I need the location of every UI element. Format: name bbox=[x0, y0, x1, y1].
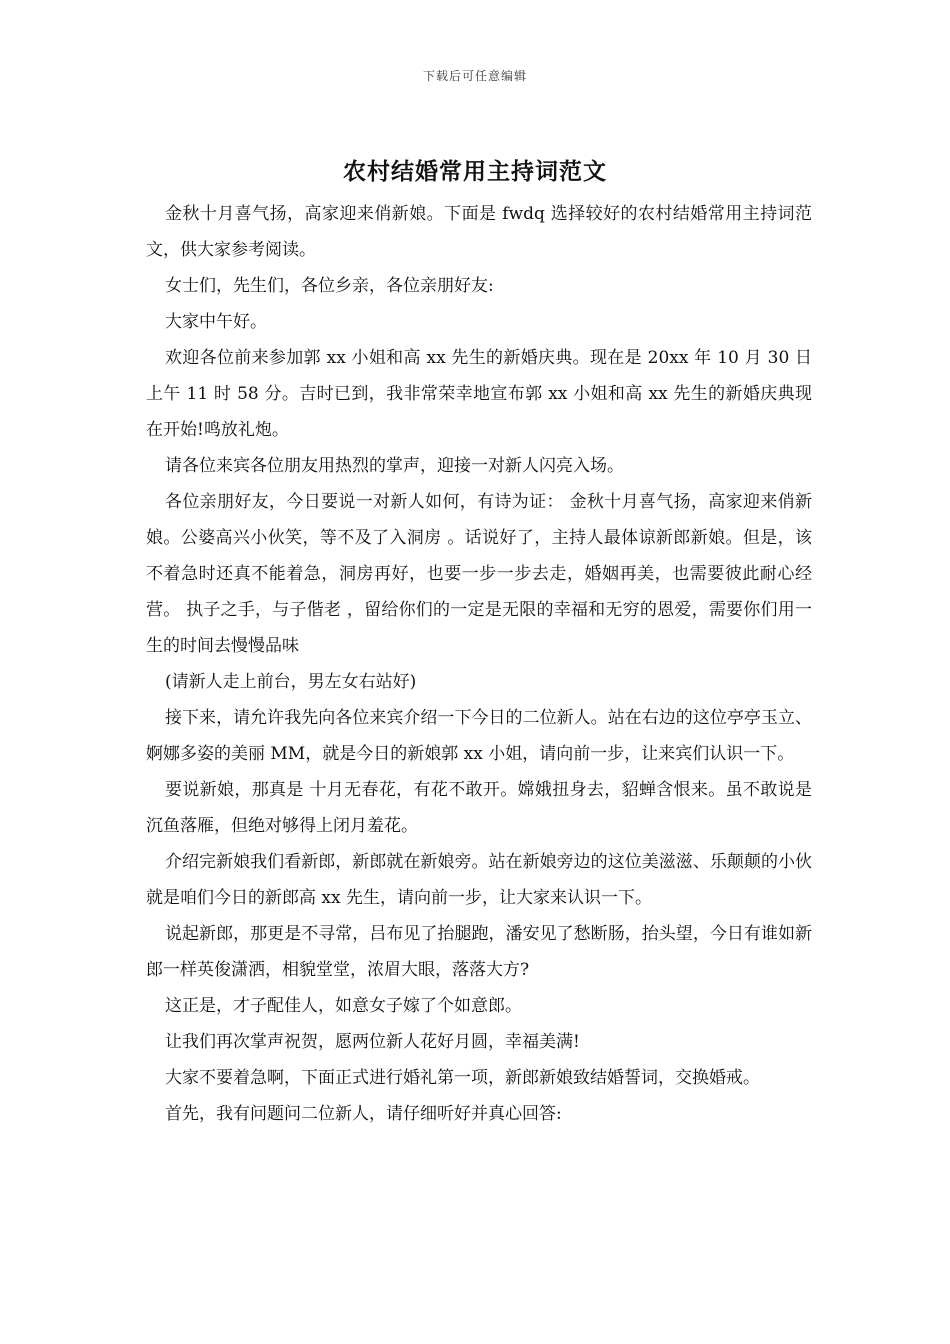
paragraph: 让我们再次掌声祝贺，愿两位新人花好月圆，幸福美满! bbox=[165, 1032, 580, 1052]
paragraph: 请各位来宾各位朋友用热烈的掌声，迎接一对新人闪亮入场。 bbox=[165, 456, 624, 476]
paragraph: 欢迎各位前来参加郭 xx 小姐和高 xx 先生的新婚庆典。现在是 20xx 年 10 月 30 日上午 11 时 58 分。吉时已到，我非常荣幸地宣布郭 xx 小姐和高 xx 先生的新婚庆典现在开始!鸣放礼炮。 bbox=[146, 348, 812, 440]
paragraph: 接下来，请允许我先向各位来宾介绍一下今日的二位新人。站在右边的这位亭亭玉立、婀娜多姿的美丽 MM，就是今日的新娘郭 xx 小姐，请向前一步，让来宾们认识一下。 bbox=[146, 708, 812, 764]
paragraph: 女士们，先生们，各位乡亲，各位亲朋好友: bbox=[165, 276, 494, 296]
paragraph: 说起新郎，那更是不寻常，吕布见了抬腿跑，潘安见了愁断肠，抬头望，今日有谁如新郎一样英俊潇洒，相貌堂堂，浓眉大眼，落落大方? bbox=[146, 924, 812, 980]
paragraph: 各位亲朋好友，今日要说一对新人如何，有诗为证： 金秋十月喜气扬，高家迎来俏新娘。公婆高兴小伙笑，等不及了入洞房 。话说好了，主持人最体谅新郎新娘。但是，该不着急时还真不能着急，洞房再好，也要一步一步去走，婚姻再美，也需要彼此耐心经营。 执子之手，与子偕老 ，留给你们的一定是无限的幸福和无穷的恩爱，需要你们用一生的时间去慢慢品味 bbox=[146, 492, 812, 656]
document-title: 农村结婚常用主持词范文 bbox=[343, 158, 607, 185]
paragraph: 首先，我有问题问二位新人，请仔细听好并真心回答: bbox=[165, 1104, 562, 1124]
paragraph: 要说新娘，那真是 十月无春花，有花不敢开。嫦娥扭身去，貂蝉含恨来。虽不敢说是沉鱼落雁，但绝对够得上闭月羞花。 bbox=[146, 780, 812, 836]
paragraph: 这正是，才子配佳人，如意女子嫁了个如意郎。 bbox=[165, 996, 522, 1016]
document-body bbox=[146, 196, 812, 1132]
paragraph: 大家中午好。 bbox=[165, 312, 267, 332]
page-header-note: 下载后可任意编辑 bbox=[422, 69, 527, 83]
paragraph: 介绍完新娘我们看新郎，新郎就在新娘旁。站在新娘旁边的这位美滋滋、乐颠颠的小伙就是咱们今日的新郎高 xx 先生，请向前一步，让大家来认识一下。 bbox=[146, 852, 812, 908]
paragraph: 大家不要着急啊，下面正式进行婚礼第一项，新郎新娘致结婚誓词，交换婚戒。 bbox=[165, 1068, 760, 1088]
paragraph: 金秋十月喜气扬，高家迎来俏新娘。下面是 fwdq 选择较好的农村结婚常用主持词范文，供大家参考阅读。 bbox=[146, 204, 812, 260]
paragraph: (请新人走上前台，男左女右站好) bbox=[165, 672, 417, 692]
